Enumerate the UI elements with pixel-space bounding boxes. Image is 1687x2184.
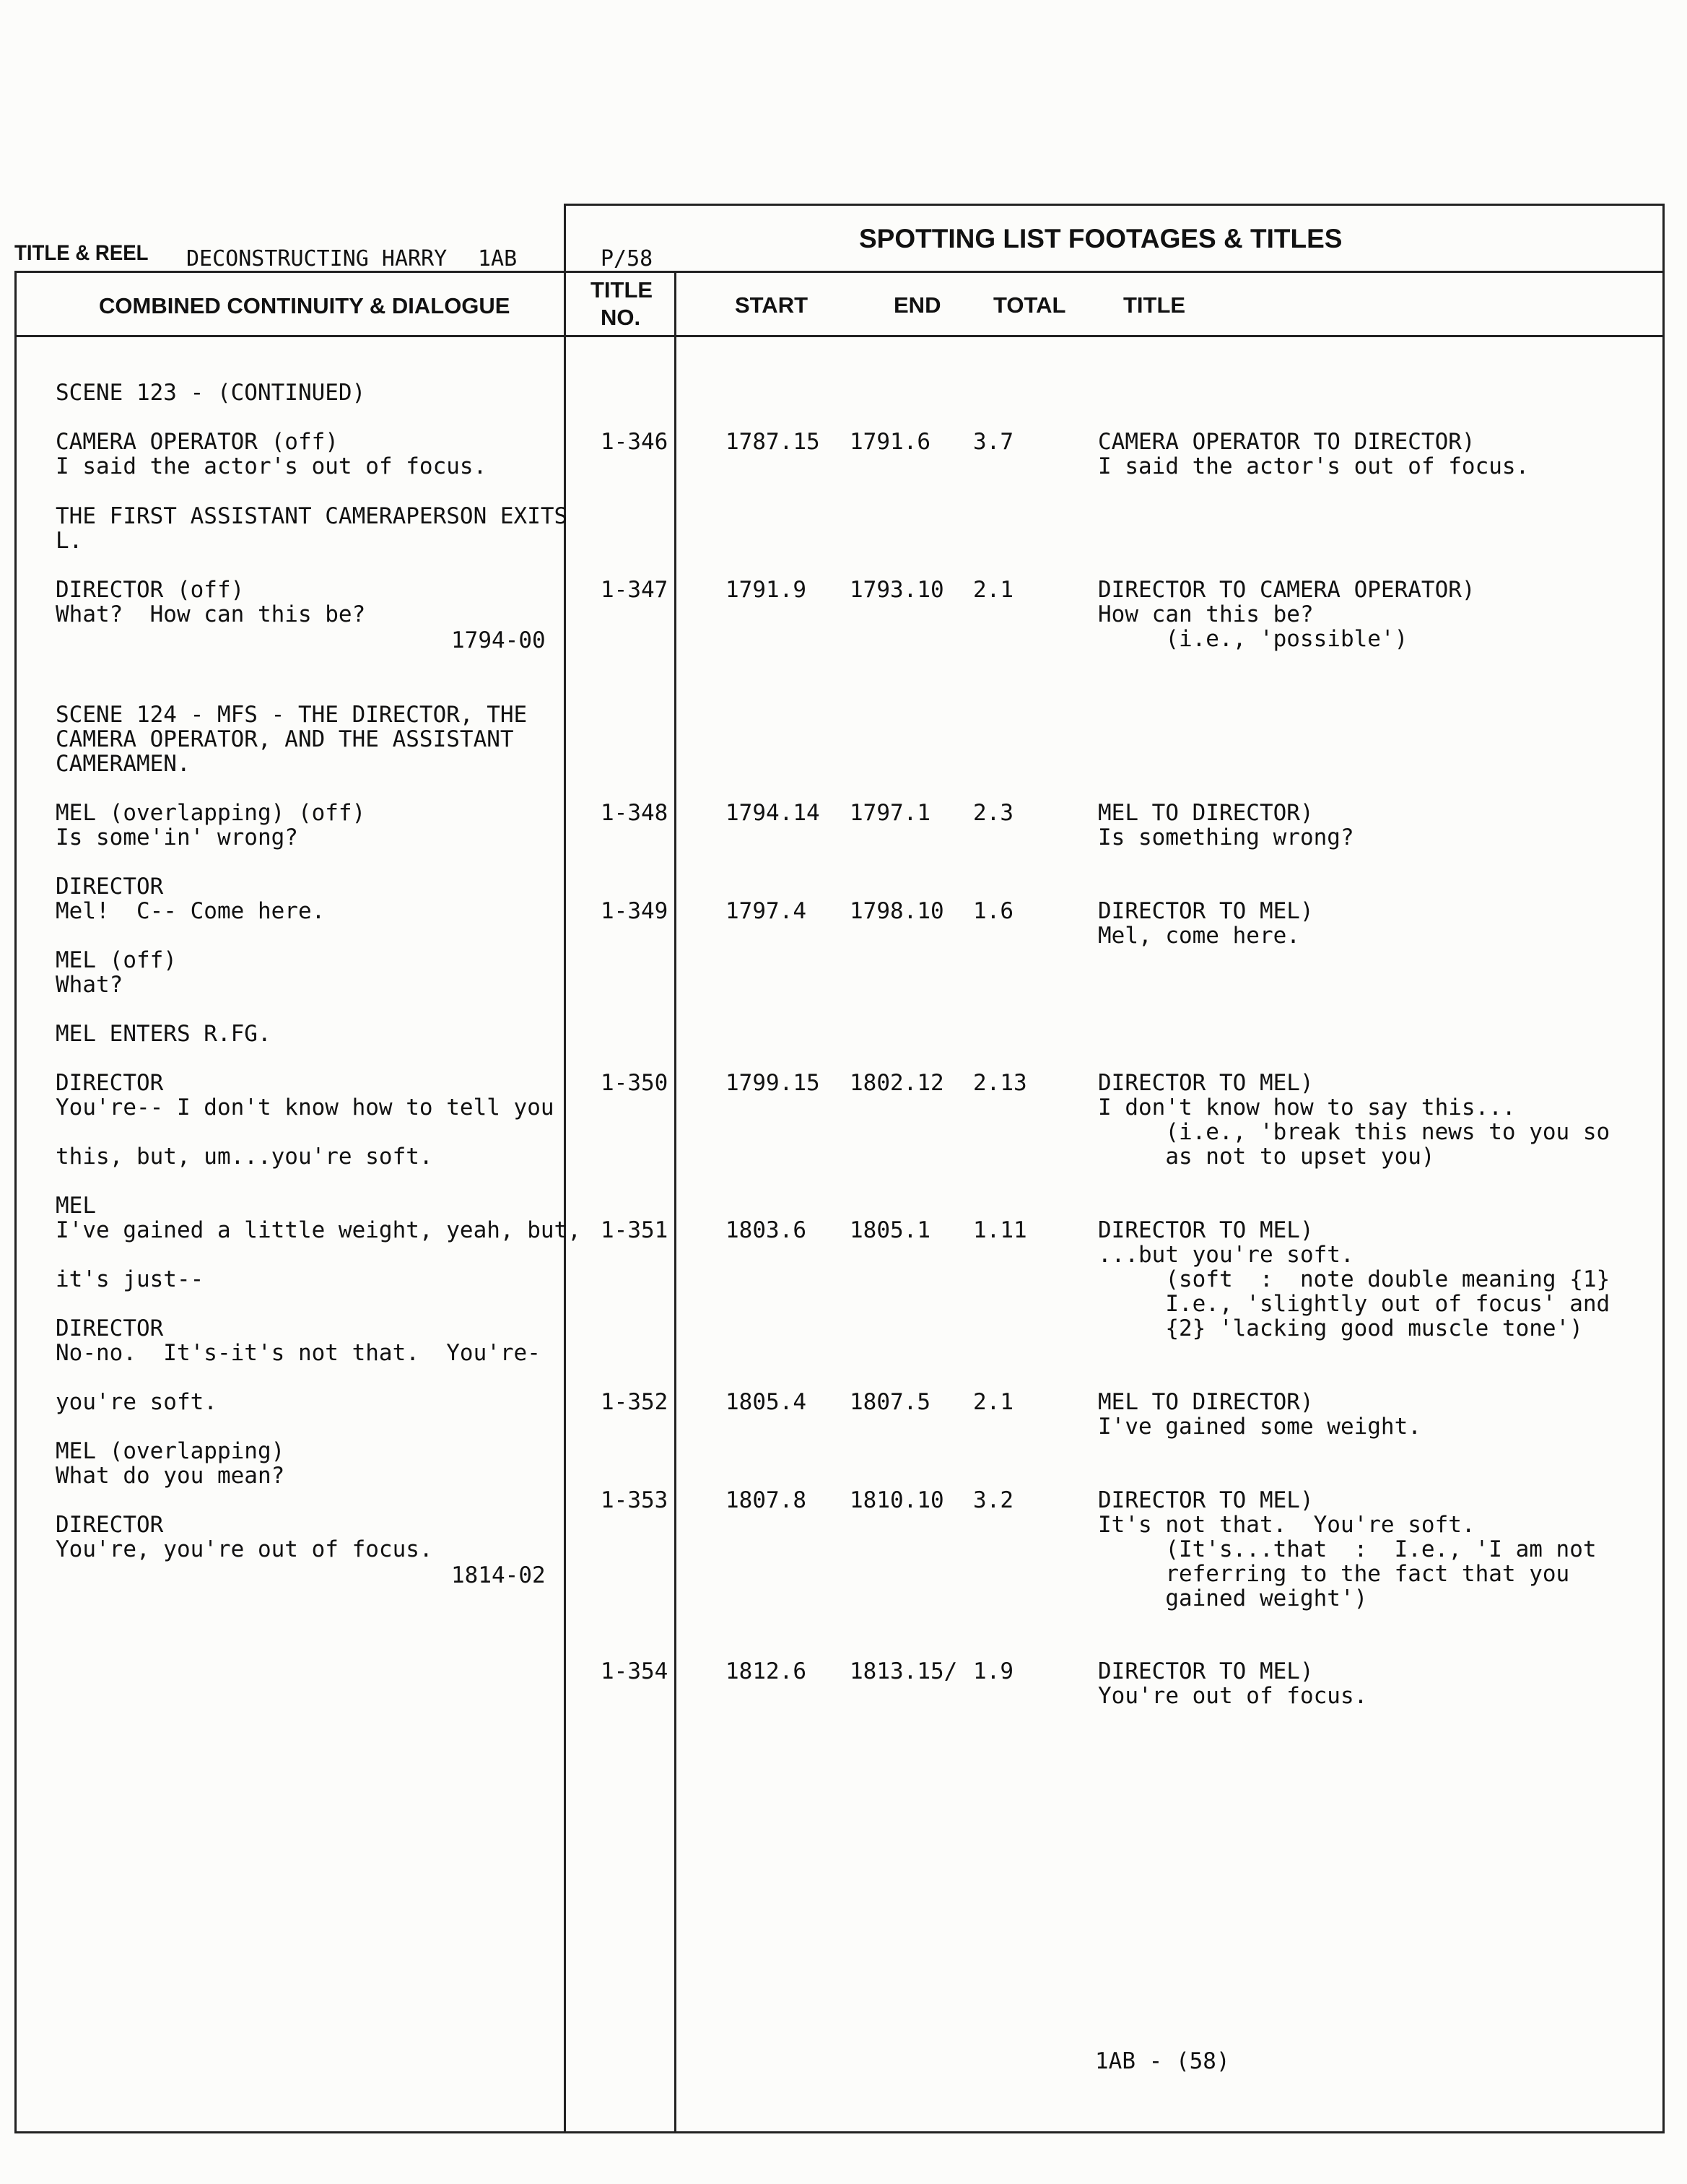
title-column-heading: TITLE bbox=[1123, 292, 1186, 318]
subtitle-line: DIRECTOR TO MEL) bbox=[1098, 1658, 1314, 1684]
start-footage: 1803.6 bbox=[725, 1217, 806, 1243]
subtitle-line: DIRECTOR TO MEL) bbox=[1098, 1487, 1314, 1513]
end-footage: 1805.1 bbox=[850, 1217, 930, 1243]
divider-title-no bbox=[674, 271, 676, 2133]
scene-heading: CAMERA OPERATOR, AND THE ASSISTANT bbox=[56, 726, 514, 752]
subtitle-line: (i.e., 'possible') bbox=[1098, 626, 1408, 652]
dialogue-line: I've gained a little weight, yeah, but, bbox=[56, 1217, 581, 1243]
subtitle-line: Mel, come here. bbox=[1098, 923, 1300, 949]
dialogue-line: I said the actor's out of focus. bbox=[56, 453, 487, 479]
dialogue-speaker: DIRECTOR bbox=[56, 1315, 164, 1341]
footage-marker: 1814-02 bbox=[451, 1562, 546, 1588]
start-footage: 1799.15 bbox=[725, 1070, 820, 1096]
subtitle-line: DIRECTOR TO CAMERA OPERATOR) bbox=[1098, 577, 1475, 603]
subtitle-line: MEL TO DIRECTOR) bbox=[1098, 1389, 1314, 1415]
subtitle-line: (It's...that : I.e., 'I am not bbox=[1098, 1536, 1597, 1562]
page-reference: 1AB - (58) bbox=[1095, 2048, 1230, 2074]
subtitle-line: I've gained some weight. bbox=[1098, 1414, 1421, 1440]
dialogue-line: this, but, um...you're soft. bbox=[56, 1144, 433, 1170]
dialogue-speaker: DIRECTOR bbox=[56, 874, 164, 900]
subtitle-line: (soft : note double meaning {1} bbox=[1098, 1266, 1610, 1292]
page-number: P/58 bbox=[601, 246, 653, 271]
start-footage: 1787.15 bbox=[725, 429, 820, 455]
dialogue-line: You're-- I don't know how to tell you bbox=[56, 1095, 554, 1121]
total-footage: 2.1 bbox=[973, 577, 1013, 603]
table-bottom-border bbox=[14, 2131, 1665, 2133]
title-number: 1-347 bbox=[601, 577, 668, 603]
title-number: 1-351 bbox=[601, 1217, 668, 1243]
total-footage: 1.6 bbox=[973, 898, 1013, 924]
dialogue-line: it's just-- bbox=[56, 1266, 204, 1292]
subtitle-line: I don't know how to say this... bbox=[1098, 1095, 1516, 1121]
subtitle-line: Is something wrong? bbox=[1098, 825, 1354, 850]
total-footage: 2.3 bbox=[973, 800, 1013, 826]
total-footage: 2.13 bbox=[973, 1070, 1027, 1096]
dialogue-line: you're soft. bbox=[56, 1389, 217, 1415]
title-number: 1-349 bbox=[601, 898, 668, 924]
subtitle-line: DIRECTOR TO MEL) bbox=[1098, 1070, 1314, 1096]
end-footage: 1798.10 bbox=[850, 898, 944, 924]
subtitle-line: DIRECTOR TO MEL) bbox=[1098, 898, 1314, 924]
end-footage: 1807.5 bbox=[850, 1389, 930, 1415]
dialogue-line: What? bbox=[56, 972, 123, 998]
start-column-heading: START bbox=[735, 292, 808, 318]
divider-continuity bbox=[564, 204, 566, 2133]
left-border bbox=[14, 271, 17, 2133]
scene-heading: CAMERAMEN. bbox=[56, 751, 191, 777]
title-number: 1-350 bbox=[601, 1070, 668, 1096]
spotting-list-title: SPOTTING LIST FOOTAGES & TITLES bbox=[859, 224, 1343, 253]
total-footage: 3.7 bbox=[973, 429, 1013, 455]
total-column-heading: TOTAL bbox=[993, 292, 1066, 318]
subtitle-line: How can this be? bbox=[1098, 601, 1314, 627]
dialogue-line: What? How can this be? bbox=[56, 601, 366, 627]
subtitle-line: gained weight') bbox=[1098, 1585, 1368, 1611]
action-line: MEL ENTERS R.FG. bbox=[56, 1021, 271, 1047]
dialogue-speaker: MEL (overlapping) (off) bbox=[56, 800, 366, 826]
total-footage: 1.9 bbox=[973, 1658, 1013, 1684]
total-footage: 3.2 bbox=[973, 1487, 1013, 1513]
total-footage: 1.11 bbox=[973, 1217, 1027, 1243]
start-footage: 1791.9 bbox=[725, 577, 806, 603]
end-footage: 1791.6 bbox=[850, 429, 930, 455]
subtitle-line: I said the actor's out of focus. bbox=[1098, 453, 1530, 479]
footage-marker: 1794-00 bbox=[451, 627, 546, 653]
title-no-heading-1: TITLE bbox=[590, 277, 653, 303]
reel-number: 1AB bbox=[478, 246, 518, 271]
subtitle-line: DIRECTOR TO MEL) bbox=[1098, 1217, 1314, 1243]
action-line: L. bbox=[56, 528, 83, 554]
subtitle-line: {2} 'lacking good muscle tone') bbox=[1098, 1315, 1583, 1341]
subtitle-line: ...but you're soft. bbox=[1098, 1242, 1354, 1268]
dialogue-line: What do you mean? bbox=[56, 1463, 285, 1489]
dialogue-line: Mel! C-- Come here. bbox=[56, 898, 326, 924]
title-number: 1-354 bbox=[601, 1658, 668, 1684]
title-number: 1-346 bbox=[601, 429, 668, 455]
title-number: 1-352 bbox=[601, 1389, 668, 1415]
right-border bbox=[1662, 204, 1665, 2133]
subtitle-line: I.e., 'slightly out of focus' and bbox=[1098, 1291, 1610, 1317]
dialogue-speaker: DIRECTOR bbox=[56, 1512, 164, 1538]
total-footage: 2.1 bbox=[973, 1389, 1013, 1415]
dialogue-line: No-no. It's-it's not that. You're- bbox=[56, 1340, 541, 1366]
end-footage: 1813.15/ bbox=[850, 1658, 958, 1684]
subtitle-line: as not to upset you) bbox=[1098, 1144, 1435, 1170]
continuity-heading: COMBINED CONTINUITY & DIALOGUE bbox=[99, 293, 510, 318]
title-no-heading-2: NO. bbox=[601, 305, 641, 330]
dialogue-speaker: CAMERA OPERATOR (off) bbox=[56, 429, 339, 455]
dialogue-line: Is some'in' wrong? bbox=[56, 825, 298, 850]
subtitle-line: (i.e., 'break this news to you so bbox=[1098, 1119, 1610, 1145]
dialogue-line: You're, you're out of focus. bbox=[56, 1536, 433, 1562]
dialogue-speaker: MEL (overlapping) bbox=[56, 1438, 285, 1464]
end-footage: 1810.10 bbox=[850, 1487, 944, 1513]
start-footage: 1797.4 bbox=[725, 898, 806, 924]
subtitle-line: MEL TO DIRECTOR) bbox=[1098, 800, 1314, 826]
columns-header-bottom-border bbox=[14, 335, 1665, 337]
dialogue-speaker: MEL (off) bbox=[56, 947, 177, 973]
start-footage: 1794.14 bbox=[725, 800, 820, 826]
subtitle-line: CAMERA OPERATOR TO DIRECTOR) bbox=[1098, 429, 1475, 455]
dialogue-speaker: DIRECTOR (off) bbox=[56, 577, 245, 603]
title-number: 1-348 bbox=[601, 800, 668, 826]
scene-heading: SCENE 124 - MFS - THE DIRECTOR, THE bbox=[56, 702, 528, 728]
title-number: 1-353 bbox=[601, 1487, 668, 1513]
end-column-heading: END bbox=[894, 292, 941, 318]
scene-heading: SCENE 123 - (CONTINUED) bbox=[56, 380, 366, 406]
start-footage: 1807.8 bbox=[725, 1487, 806, 1513]
action-line: THE FIRST ASSISTANT CAMERAPERSON EXITS bbox=[56, 503, 568, 529]
film-title: DECONSTRUCTING HARRY bbox=[186, 246, 448, 271]
end-footage: 1797.1 bbox=[850, 800, 930, 826]
subtitle-line: It's not that. You're soft. bbox=[1098, 1512, 1475, 1538]
end-footage: 1802.12 bbox=[850, 1070, 944, 1096]
start-footage: 1805.4 bbox=[725, 1389, 806, 1415]
end-footage: 1793.10 bbox=[850, 577, 944, 603]
title-reel-label: TITLE & REEL bbox=[14, 241, 149, 265]
dialogue-speaker: MEL bbox=[56, 1193, 96, 1219]
dialogue-speaker: DIRECTOR bbox=[56, 1070, 164, 1096]
start-footage: 1812.6 bbox=[725, 1658, 806, 1684]
subtitle-line: You're out of focus. bbox=[1098, 1683, 1368, 1709]
header-top-border bbox=[564, 204, 1665, 206]
subtitle-line: referring to the fact that you bbox=[1098, 1561, 1570, 1587]
